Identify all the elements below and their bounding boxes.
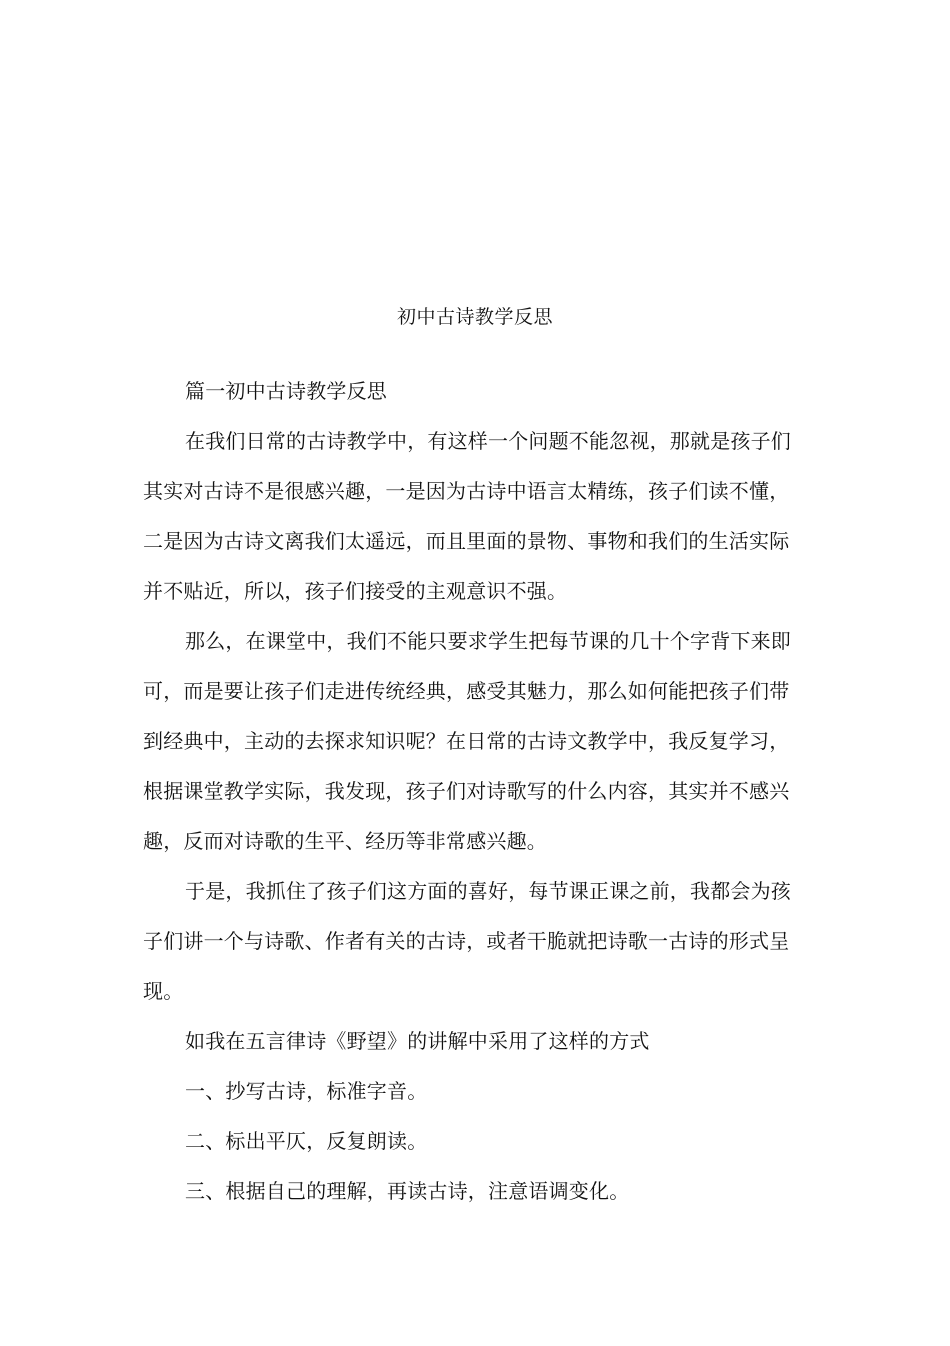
paragraph-1-line-4: 并不贴近，所以，孩子们接受的主观意识不强。 bbox=[143, 579, 568, 603]
paragraph-3-line-2: 子们讲一个与诗歌、作者有关的古诗，或者干脆就把诗歌一古诗的形式呈 bbox=[143, 929, 790, 953]
example-intro bbox=[143, 1016, 763, 1066]
paragraph-3-line-1: 于是，我抓住了孩子们这方面的喜好，每节课正课之前，我都会为孩 bbox=[185, 879, 791, 903]
paragraph-3-line-3: 现。 bbox=[143, 979, 184, 1003]
paragraph-1 bbox=[143, 416, 791, 616]
section-heading bbox=[143, 366, 763, 416]
paragraph-2 bbox=[143, 616, 791, 866]
step-1 bbox=[143, 1066, 763, 1116]
document-body bbox=[143, 366, 791, 1216]
section-heading-text: 篇一初中古诗教学反思 bbox=[185, 379, 387, 403]
paragraph-2-line-4: 根据课堂教学实际，我发现，孩子们对诗歌写的什么内容，其实并不感兴 bbox=[143, 779, 790, 803]
paragraph-2-line-2: 可，而是要让孩子们走进传统经典，感受其魅力，那么如何能把孩子们带 bbox=[143, 679, 790, 703]
paragraph-1-line-2: 其实对古诗不是很感兴趣，一是因为古诗中语言太精练，孩子们读不懂， bbox=[143, 479, 790, 503]
step-2-text: 二、标出平仄，反复朗读。 bbox=[185, 1129, 428, 1153]
paragraph-1-line-1: 在我们日常的古诗教学中，有这样一个问题不能忽视，那就是孩子们 bbox=[185, 429, 791, 453]
paragraph-2-line-1: 那么，在课堂中，我们不能只要求学生把每节课的几十个字背下来即 bbox=[185, 629, 791, 653]
paragraph-3 bbox=[143, 866, 791, 1016]
step-1-text: 一、抄写古诗，标准字音。 bbox=[185, 1079, 428, 1103]
step-3-text: 三、根据自己的理解，再读古诗，注意语调变化。 bbox=[185, 1179, 630, 1203]
paragraph-1-line-3: 二是因为古诗文离我们太遥远，而且里面的景物、事物和我们的生活实际 bbox=[143, 529, 790, 553]
paragraph-2-line-3: 到经典中，主动的去探求知识呢？在日常的古诗文教学中，我反复学习， bbox=[143, 729, 790, 753]
step-3 bbox=[143, 1166, 763, 1216]
example-intro-text: 如我在五言律诗《野望》的讲解中采用了这样的方式 bbox=[185, 1029, 650, 1053]
step-2 bbox=[143, 1116, 763, 1166]
paragraph-2-line-5: 趣，反而对诗歌的生平、经历等非常感兴趣。 bbox=[143, 829, 547, 853]
document-title: 初中古诗教学反思 bbox=[396, 306, 553, 328]
